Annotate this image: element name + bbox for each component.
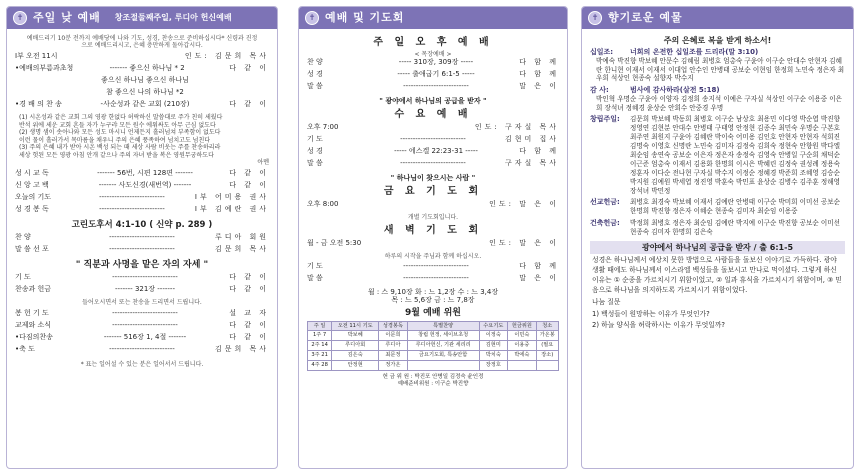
order-who: 다 같 이 xyxy=(229,168,269,177)
order-row xyxy=(15,309,269,321)
table-cell: 이민숙 xyxy=(508,331,537,341)
order-row xyxy=(15,285,269,297)
sermon-bar: 광야에서 하나님의 공급을 받자 / 출 6:1-5 xyxy=(590,241,845,254)
offering-group xyxy=(590,115,845,195)
table-cell: 1주 7 xyxy=(308,331,332,341)
group-names: 박정희 최병호 정은자 최순임 김예란 박지예 이구순 박진향 공보순 이미선 현종숙 김미자 한명희 김은숙 xyxy=(630,219,840,237)
table-cell: 장소) xyxy=(536,351,558,361)
wed-who: 김현미 집사 xyxy=(504,134,559,143)
order-row xyxy=(15,64,269,76)
dawn-row xyxy=(307,274,559,286)
hymn-verse-line: (2) 생명 샘이 솟아나와 모든 성도 마시니 언제든지 흘러넘쳐 부족함이 없도다 xyxy=(19,129,221,137)
order-who: 설 교 자 xyxy=(229,309,269,318)
order-lbl: •축 도 xyxy=(15,345,35,354)
order-lbl: 말 씀 선 포 xyxy=(15,244,49,253)
afternoon-title: 주 일 오 후 예 배 xyxy=(373,37,493,48)
afternoon-lbl: 말 씀 xyxy=(307,81,323,90)
order-mid: -------------------------- xyxy=(112,273,178,282)
afternoon-motto: " 광야에서 하나님의 공급을 받자 " xyxy=(379,96,487,105)
scripture-ref: 고린도후서 4:1-10 ( 신약 p. 289 ) xyxy=(71,219,213,230)
dawn-row xyxy=(307,239,559,251)
afternoon-lbl: 찬 양 xyxy=(307,57,323,66)
footnote: * 표는 일어설 수 있는 분은 일어서서 드립니다. xyxy=(80,361,204,369)
table-cell: 가온봉 xyxy=(536,331,558,341)
afternoon-who: 다 함 께 xyxy=(519,69,559,78)
panel-title: 주일 낮 예배 xyxy=(33,10,101,24)
order-row xyxy=(15,100,269,112)
group-label: 십일조: xyxy=(590,48,614,57)
table-cell: 2주 14 xyxy=(308,341,332,351)
dawn-who: 다 함 께 xyxy=(519,261,559,270)
sermon-title: " 직분과 사명을 맡은 자의 자세 " xyxy=(75,259,209,270)
order-row xyxy=(15,333,269,345)
panel-header xyxy=(7,7,277,29)
afternoon-lbl: 성 경 xyxy=(307,69,323,78)
order-mid: ------- 321장 ------- xyxy=(115,285,175,294)
intro-text: 예배드리기 10분 전까지 예배당에 나와 기도, 성경, 찬송으로 준비하십시다* 신령과 진정으로 예배드리시고, 은혜 충만하게 돌아갑시다. xyxy=(26,35,258,50)
offerings-panel xyxy=(581,6,854,469)
question-2: 2) 하늘 양식을 허락하시는 이유가 무엇일까? xyxy=(592,321,726,330)
hymn-verse-line: 세상 헛된 모든 영광 아침 안개 같으나 주의 자녀 받을 복은 영원무궁하도다 xyxy=(19,151,214,159)
blessing-line: 주의 은혜로 복을 받게 하소서! xyxy=(663,36,772,45)
fri-note: 개별 기도회입니다. xyxy=(407,213,459,221)
afternoon-mid: -------------------------- xyxy=(403,81,469,90)
dawn-who: 말 은 이 xyxy=(519,273,559,282)
fri-title: 금 요 기 도 회 xyxy=(383,186,483,198)
panel-subtitle: 창조절둘째주일, 루디아 헌신예배 xyxy=(114,13,232,23)
offering-committee: 헌 금 위 원 : 박진포 안병일 김정숙 윤인정 xyxy=(382,374,484,381)
hymn-verse-line: (3) 주의 은혜 내가 받아 시온 백성 되는 때 세상 사람 비웃는 주를 찬송하리라 xyxy=(19,144,221,152)
offering-group xyxy=(590,48,845,83)
order-who: 김문희 목사 xyxy=(214,244,269,253)
group-names: 김문희 박보혜 박동희 최병호 이구순 남상호 최용민 이다영 박순엽 박진향 정영연 김현분 안대수 안병태 구태영 안정현 김종수 최민숙 우명순 구본호 최주연 최원지 구윤아 김혜란 박이숙 어미용 김인호 안현자 안현자 석희진 김명숙 이영호 신명란 노민숙 김미자 김정숙 김희숙 정현숙 안향원 박다엘 최순임 송연숙 공보순 이은자 정은자 송정숙 김영숙 안병일 구순희 채덕순 이근준 엄총숙 이재서 김용화 한명희 이시은 박혜린 김정숙 권성례 정용숙 정훈자 이다순 전나현 구자실 박수지 이정순 정혜경 박준희 조혜영 김승순 박지원 김예원 박세엽 정진영 박훈숙 박민표 윤상순 김병수 김주훈 정해영 장석녀 박민정 xyxy=(630,115,840,195)
afternoon-mid: ----- 310장, 309장 ----- xyxy=(398,57,474,66)
dawn-lbl: 말 씀 xyxy=(307,273,323,282)
dawn-mid: -------------------------- xyxy=(403,261,469,270)
order-lbl: Ⅰ부 오전 11시 xyxy=(15,52,58,61)
question-heading: 나눔 질문 xyxy=(592,297,621,306)
wed-who: 구자실 목사 xyxy=(504,158,559,167)
afternoon-row xyxy=(307,58,559,70)
order-lbl: 기 도 xyxy=(15,273,31,282)
hymn-verse-line: 반석 위에 세운 교회 흔들 자가 누구랴 모든 원수 에워싸도 아무 근심 없도다 xyxy=(19,121,216,129)
order-row xyxy=(15,181,269,193)
panel-title: 향기로운 예물 xyxy=(608,10,683,24)
dawn-mid: -------------------------- xyxy=(403,273,469,282)
order-mid: -------------------------- xyxy=(109,345,175,354)
order-who: 다 같 이 xyxy=(229,321,269,330)
cross-icon: ✝ xyxy=(13,11,27,25)
group-label: 건축헌금: xyxy=(590,219,620,228)
order-who: 다 같 이 xyxy=(229,285,269,294)
wed-lbl: 기 도 xyxy=(307,134,323,143)
committee-table-title: 9월 예배 위원 xyxy=(405,308,461,319)
table-header: 성경봉독 xyxy=(379,322,408,331)
order-lbl: 찬송과 헌금 xyxy=(15,285,52,294)
dawn-who: 인도: 말 은 이 xyxy=(489,238,559,247)
table-header: 헌금위원 xyxy=(508,322,537,331)
order-lbl: •다짐의찬송 xyxy=(15,333,53,342)
fri-who: 인도: 말 은 이 xyxy=(489,199,559,208)
order-lbl: •경 배 의 찬 송 xyxy=(15,100,62,109)
group-verse: 범사에 감사하라(살전 5:18) xyxy=(630,86,720,95)
prep-committee: 예배준비위원 : 이구순 박진향 xyxy=(397,380,469,387)
table-cell: 루디아헌신, 기관 세리리 xyxy=(407,341,479,351)
table-row xyxy=(308,331,559,341)
order-row xyxy=(15,205,269,217)
group-label: 창립주일: xyxy=(590,115,620,124)
wed-row xyxy=(307,135,559,147)
fri-lbl: 오후 8:00 xyxy=(307,199,339,208)
table-cell: 루디아회 xyxy=(332,341,379,351)
afternoon-mid: ----- 출애굽기 6:1-5 ----- xyxy=(397,69,475,78)
cross-icon: ✝ xyxy=(305,11,319,25)
order-row xyxy=(15,233,269,245)
offering-group xyxy=(590,86,845,112)
order-lbl: 교제와 소식 xyxy=(15,321,52,330)
order-row xyxy=(15,169,269,181)
dawn-row xyxy=(307,262,559,274)
order-row xyxy=(15,321,269,333)
order-lbl: 성 시 교 독 xyxy=(15,168,49,177)
table-cell: 이용중 xyxy=(508,341,537,351)
order-mid: ------- 사도신경(새번역) ------- xyxy=(98,180,192,189)
panel-title: 예배 및 기도회 xyxy=(325,10,405,24)
order-row xyxy=(15,245,269,257)
order-mid: -------------------------- xyxy=(109,232,175,241)
order-lbl: 오늘의 기도 xyxy=(15,192,52,201)
group-verse: 너희의 온전한 십일조를 드리라(말 3:10) xyxy=(630,48,759,57)
order-row xyxy=(15,76,269,88)
order-mid: -사순성과 같은 교회 (210장) xyxy=(100,100,190,109)
table-row xyxy=(308,341,559,351)
table-cell: 금요기도회, 특송안함 xyxy=(407,351,479,361)
dawn-title: 새 벽 기 도 회 xyxy=(383,225,483,237)
table-cell xyxy=(508,361,537,371)
readings-line-2: 목 : 느 5,6장 금 : 느 7,8장 xyxy=(391,296,475,305)
group-label: 감 사: xyxy=(590,86,609,95)
afternoon-who: 다 함 께 xyxy=(519,57,559,66)
order-lbl: 봉 헌 기 도 xyxy=(15,309,49,318)
wed-mid: -------------------------- xyxy=(400,134,466,143)
order-who: 다 같 이 xyxy=(229,64,269,73)
hymn-verse-line: 아멘 xyxy=(257,159,269,167)
afternoon-row xyxy=(307,70,559,82)
wed-who: 다 함 께 xyxy=(519,146,559,155)
wed-row xyxy=(307,159,559,171)
group-names: 박예숙 박진향 박보혜 안문수 김혜림 최병호 엄총숙 구윤아 이구순 안대수 안현자 김혜란 한니현 이재서 이재서 이대업 안수인 안병태 공보순 이현임 한정희 노민숙 정은자 최우희 석상인 현종숙 설향자 박수지 xyxy=(596,56,845,83)
table-cell: 이정숙 xyxy=(479,331,508,341)
table-header: 주 일 xyxy=(308,322,332,331)
table-header: 오전 11시 기도 xyxy=(332,322,379,331)
order-lbl: 신 앙 고 백 xyxy=(15,180,49,189)
afternoon-who: 말 은 이 xyxy=(519,81,559,90)
table-cell: 정가온 xyxy=(379,361,408,371)
table-cell: 루디아 xyxy=(379,341,408,351)
sermon-summary: 성경은 하나님께서 예상치 못한 방법으로 사람들을 돌보신 이야기로 가득하다. 광야생활 때에도 하나님께서 이스라엘 백성들을 돌보시고 만나로 먹이셨다. 그렇게 하신 이유는 ① 순종을 가르치시기 위함이었고, ② 일과 휴식을 가르치시기 위함이며, ③ 믿음으로 하나님을 의지하도록 가르치시기 위함이었다. xyxy=(592,256,842,294)
order-who: Ⅰ부 어미용 권사 xyxy=(194,192,269,201)
table-cell: 박치숙 xyxy=(479,351,508,361)
question-1: 1) 백성들이 원망하는 이유가 무엇인가? xyxy=(592,309,710,318)
order-mid: ------- 56번, 시편 128편 ------- xyxy=(97,168,193,177)
sunday-worship-panel xyxy=(6,6,278,469)
wed-row xyxy=(307,123,559,135)
table-cell: 장정호 xyxy=(479,361,508,371)
table-cell: 이문희 xyxy=(379,331,408,341)
wed-row xyxy=(307,147,559,159)
order-who: 다 같 이 xyxy=(229,100,269,109)
table-cell: 창립 헌정, 세이브초청 xyxy=(407,331,479,341)
order-who: 다 같 이 xyxy=(229,180,269,189)
group-names: 박인혁 우명순 구윤아 이양자 김정희 송지석 이예은 구자실 석상인 이구순 이용중 이은희 장석녀 정혜경 윤상순 안회수 안중경 우명 xyxy=(596,94,842,112)
order-who: 인도: 김문희 목사 xyxy=(184,52,269,61)
worship-prayer-panel xyxy=(298,6,568,469)
order-who: 김문희 목사 xyxy=(214,345,269,354)
table-cell: 박에숙 xyxy=(508,351,537,361)
table-cell: (필요 xyxy=(536,341,558,351)
order-mid: -------------------------- xyxy=(99,204,165,213)
table-row xyxy=(308,361,559,371)
fri-row xyxy=(307,200,559,212)
order-mid: ------- 516장 1, 4절 ------- xyxy=(103,333,187,342)
table-cell: 김은숙 xyxy=(332,351,379,361)
order-row xyxy=(15,88,269,100)
order-who: 루디아 회원 xyxy=(214,232,269,241)
order-mid: 좋으신 하나님 좋으신 하나님 xyxy=(101,76,189,85)
order-who: 다 같 이 xyxy=(229,333,269,342)
dawn-lbl: 월 - 금 오전 5:30 xyxy=(307,238,362,247)
wed-lbl: 오후 7:00 xyxy=(307,122,339,131)
order-mid: -------------------------- xyxy=(112,321,178,330)
order-lbl: 성 경 봉 독 xyxy=(15,204,49,213)
offering-group xyxy=(590,219,845,237)
cross-icon: ✝ xyxy=(588,11,602,25)
table-row xyxy=(308,351,559,361)
wed-mid: ----- 에스겔 22:23-31 ----- xyxy=(394,146,478,155)
panel-header xyxy=(582,7,853,29)
order-mid: -------------------------- xyxy=(112,309,178,318)
order-lbl: •예배의부름과초청 xyxy=(15,64,74,73)
order-who: 다 같 이 xyxy=(229,273,269,282)
order-mid: 참 좋으신 나의 하나님 *2 xyxy=(106,88,184,97)
offering-note: 들어오시면서 또는 찬송을 드리면서 드립니다. xyxy=(82,299,202,307)
wed-motto: " 하나님이 찾으시는 사람 " xyxy=(390,173,476,182)
hymn-verse-line: 이런 물이 흘러가서 목마름을 채우니 주의 은혜 풍족하여 넘치고도 넘친다 xyxy=(19,136,211,144)
wed-lbl: 말 씀 xyxy=(307,158,323,167)
committee-table xyxy=(307,321,559,371)
order-row xyxy=(15,345,269,357)
order-mid: -------------------------- xyxy=(109,244,175,253)
wed-title: 수 요 예 배 xyxy=(394,109,472,121)
table-cell: 4주 28 xyxy=(308,361,332,371)
group-label: 선교헌금: xyxy=(590,198,620,207)
hymn-verse-line: (1) 시온성과 같은 교회 그의 영광 한없다 허락하신 말씀대로 주가 친히 세웠다 xyxy=(19,114,223,122)
table-cell: 김현미 xyxy=(479,341,508,351)
table-cell: 안정현 xyxy=(332,361,379,371)
table-cell xyxy=(536,361,558,371)
offering-group xyxy=(590,198,845,216)
afternoon-sub: < 목장예배 > xyxy=(414,50,452,58)
group-names: 최병호 최경숙 박보혜 이재서 김예란 안병태 이구순 박미희 이미선 공보순 한명희 박진향 정은자 이혜순 현종숙 김미자 최순임 이용중 xyxy=(630,198,840,216)
readings-line-1: 월 : 스 9,10장 화 : 느 1,2장 수 : 느 3,4장 xyxy=(367,287,499,296)
panel-header xyxy=(299,7,567,29)
table-header: 청소 xyxy=(536,322,558,331)
wed-mid: -------------------------- xyxy=(400,158,466,167)
table-cell: 박보혜 xyxy=(332,331,379,341)
table-cell xyxy=(407,361,479,371)
order-who: Ⅰ부 김예란 권사 xyxy=(194,204,269,213)
wed-lbl: 성 경 xyxy=(307,146,323,155)
table-cell: 3주 21 xyxy=(308,351,332,361)
afternoon-row xyxy=(307,82,559,94)
order-row xyxy=(15,273,269,285)
dawn-note: 하루의 시작을 주님과 함께 하십시오. xyxy=(384,252,482,260)
table-cell: 최문정 xyxy=(379,351,408,361)
order-mid: ------- 좋으신 하나님 * 2 xyxy=(109,64,185,73)
table-header: 특별찬양 xyxy=(407,322,479,331)
dawn-lbl: 기 도 xyxy=(307,261,323,270)
table-header: 수요기도 xyxy=(479,322,508,331)
order-mid: -------------------------- xyxy=(99,192,165,201)
wed-who: 인도: 구자실 목사 xyxy=(474,122,559,131)
order-row xyxy=(15,52,269,64)
order-lbl: 찬 양 xyxy=(15,232,31,241)
order-row xyxy=(15,193,269,205)
